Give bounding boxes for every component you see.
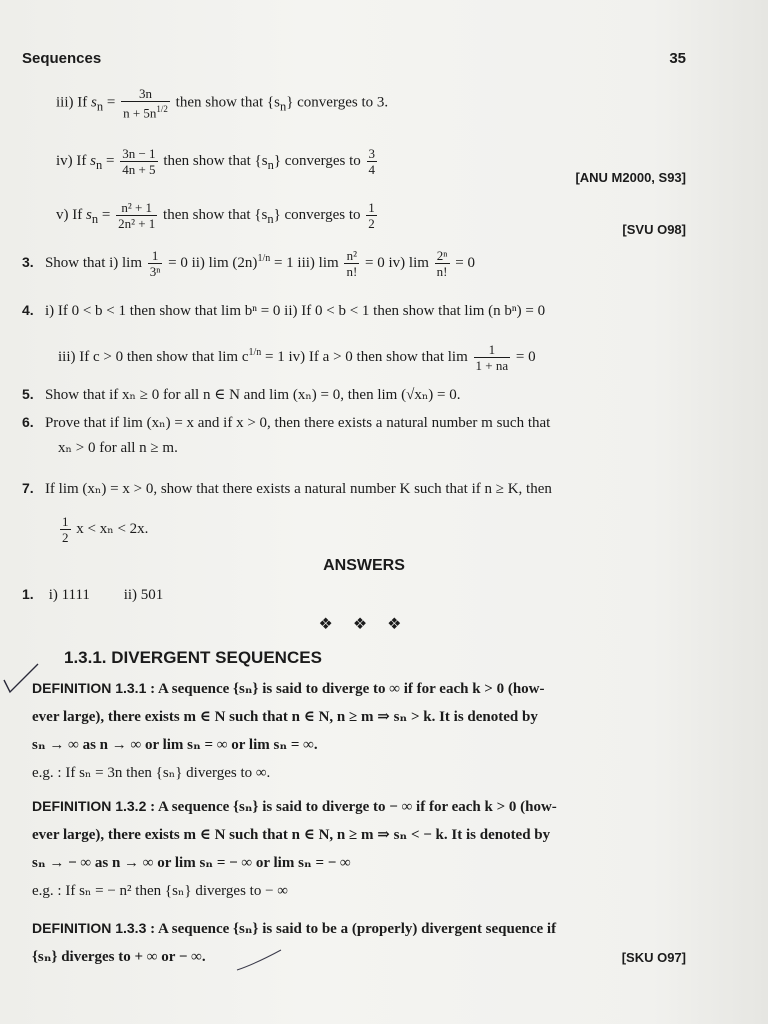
fraction: $\frac{\text{n²}}{n!}$ bbox=[346, 248, 358, 279]
fraction: $\frac{1}{2}$ bbox=[62, 514, 69, 545]
exercise-iii: iii) If $s_n$ = $\frac{3n}{n + 5n^{1/2}}$ then show that $\{s_n\}$ converges to 3. bbox=[56, 86, 389, 121]
fraction: $\frac{1}{1 + na}$ bbox=[475, 342, 509, 373]
reference-anu: [ANU M2000, S93] bbox=[575, 170, 686, 185]
question-4-line2: iii) If c > 0 then show that $\lim c^{1/n} = 1$ iv) If a > 0 then show that lim $\frac{1}{1 + na}$ = 0 bbox=[58, 342, 536, 373]
fraction: $\frac{3}{4}$ bbox=[368, 146, 375, 177]
divider-ornament: ❖ ❖ ❖ bbox=[318, 616, 410, 633]
answers-row: 1. i) 1111 ii) 501 bbox=[22, 586, 164, 603]
question-6-line2: xₙ > 0 for all n ≥ m. bbox=[58, 440, 178, 456]
page-number: 35 bbox=[669, 50, 686, 67]
definition-1-3-2: DEFINITION 1.3.2 : A sequence {sₙ} is said to diverge to − ∞ if for each k > 0 (how- ever large), there exists m ∈ N such that n ∈ N, n ≥ m ⇒ sₙ < − k. It is denoted by sₙ → − ∞ as n → ∞ or lim sₙ = − ∞ or lim sₙ = − ∞ e.g. : If sₙ = − n² then {sₙ} diverges to − ∞ bbox=[32, 798, 557, 899]
definition-1-3-3: DEFINITION 1.3.3 : A sequence {sₙ} is said to be a (properly) divergent sequence if {sₙ} diverges to + ∞ or − ∞. bbox=[32, 920, 557, 965]
question-7-line1: 7. If lim (xₙ) = x > 0, show that there exists a natural number K such that if n ≥ K, then bbox=[22, 480, 552, 497]
question-6-line1: 6. Prove that if lim (xₙ) = x and if x > 0, then there exists a natural number m such that bbox=[22, 414, 551, 431]
chapter-header: Sequences bbox=[22, 50, 102, 67]
exercise-iv: iv) If $s_n$ = $\frac{3n - 1}{4n + 5}$ then show that $\{s_n\}$ converges to $\frac{3}{4}$ bbox=[56, 146, 375, 177]
fraction: $\frac{\text{2ⁿ}}{n!}$ bbox=[436, 248, 448, 279]
exercise-v: v) If $s_n$ = $\frac{\text{n² + 1}}{\text{2n² + 1}}$ then show that $\{s_n\}$ converges to $\frac{1}{2}$ bbox=[56, 200, 375, 231]
fraction: $\frac{1}{\text{3ⁿ}}$ bbox=[149, 248, 161, 279]
reference-svu: [SVU O98] bbox=[622, 222, 686, 237]
fraction: $\frac{1}{2}$ bbox=[368, 200, 375, 231]
fraction: $\frac{3n - 1}{4n + 5}$ bbox=[122, 146, 156, 177]
question-3: 3. Show that i) lim $\frac{1}{\text{3ⁿ}}$ = 0 ii) $\lim (2n)^{1/n} = 1$ iii) lim $\frac{\text{n²}}{n!}$ = 0 iv) lim $\frac{\text{2ⁿ}}{n!}$ = 0 bbox=[22, 248, 475, 279]
question-4-line1: 4. i) If 0 < b < 1 then show that lim bⁿ = 0 ii) If 0 < b < 1 then show that lim (n bⁿ) = 0 bbox=[22, 302, 546, 319]
pen-stroke-icon bbox=[235, 948, 285, 972]
answers-heading: ANSWERS bbox=[323, 557, 405, 574]
question-7-line2: $\frac{1}{2}$ x < xₙ < 2x. bbox=[62, 514, 149, 545]
definition-1-3-1: DEFINITION 1.3.1 : A sequence {sₙ} is said to diverge to ∞ if for each k > 0 (how- ever large), there exists m ∈ N such that n ∈ N, n ≥ m ⇒ sₙ > k. It is denoted by sₙ → ∞ as n → ∞ or lim sₙ = ∞ or lim sₙ = ∞. e.g. : If sₙ = 3n then {sₙ} diverges to ∞. bbox=[32, 680, 545, 781]
fraction: $\frac{\text{n² + 1}}{\text{2n² + 1}}$ bbox=[118, 200, 156, 231]
fraction: $\frac{3n}{n + 5n^{1/2}}$ bbox=[123, 86, 168, 121]
question-5: 5. Show that if xₙ ≥ 0 for all n ∈ N and lim (xₙ) = 0, then lim (√xₙ) = 0. bbox=[22, 386, 461, 403]
reference-sku: [SKU O97] bbox=[621, 950, 686, 965]
section-heading: 1.3.1. DIVERGENT SEQUENCES bbox=[64, 648, 322, 667]
